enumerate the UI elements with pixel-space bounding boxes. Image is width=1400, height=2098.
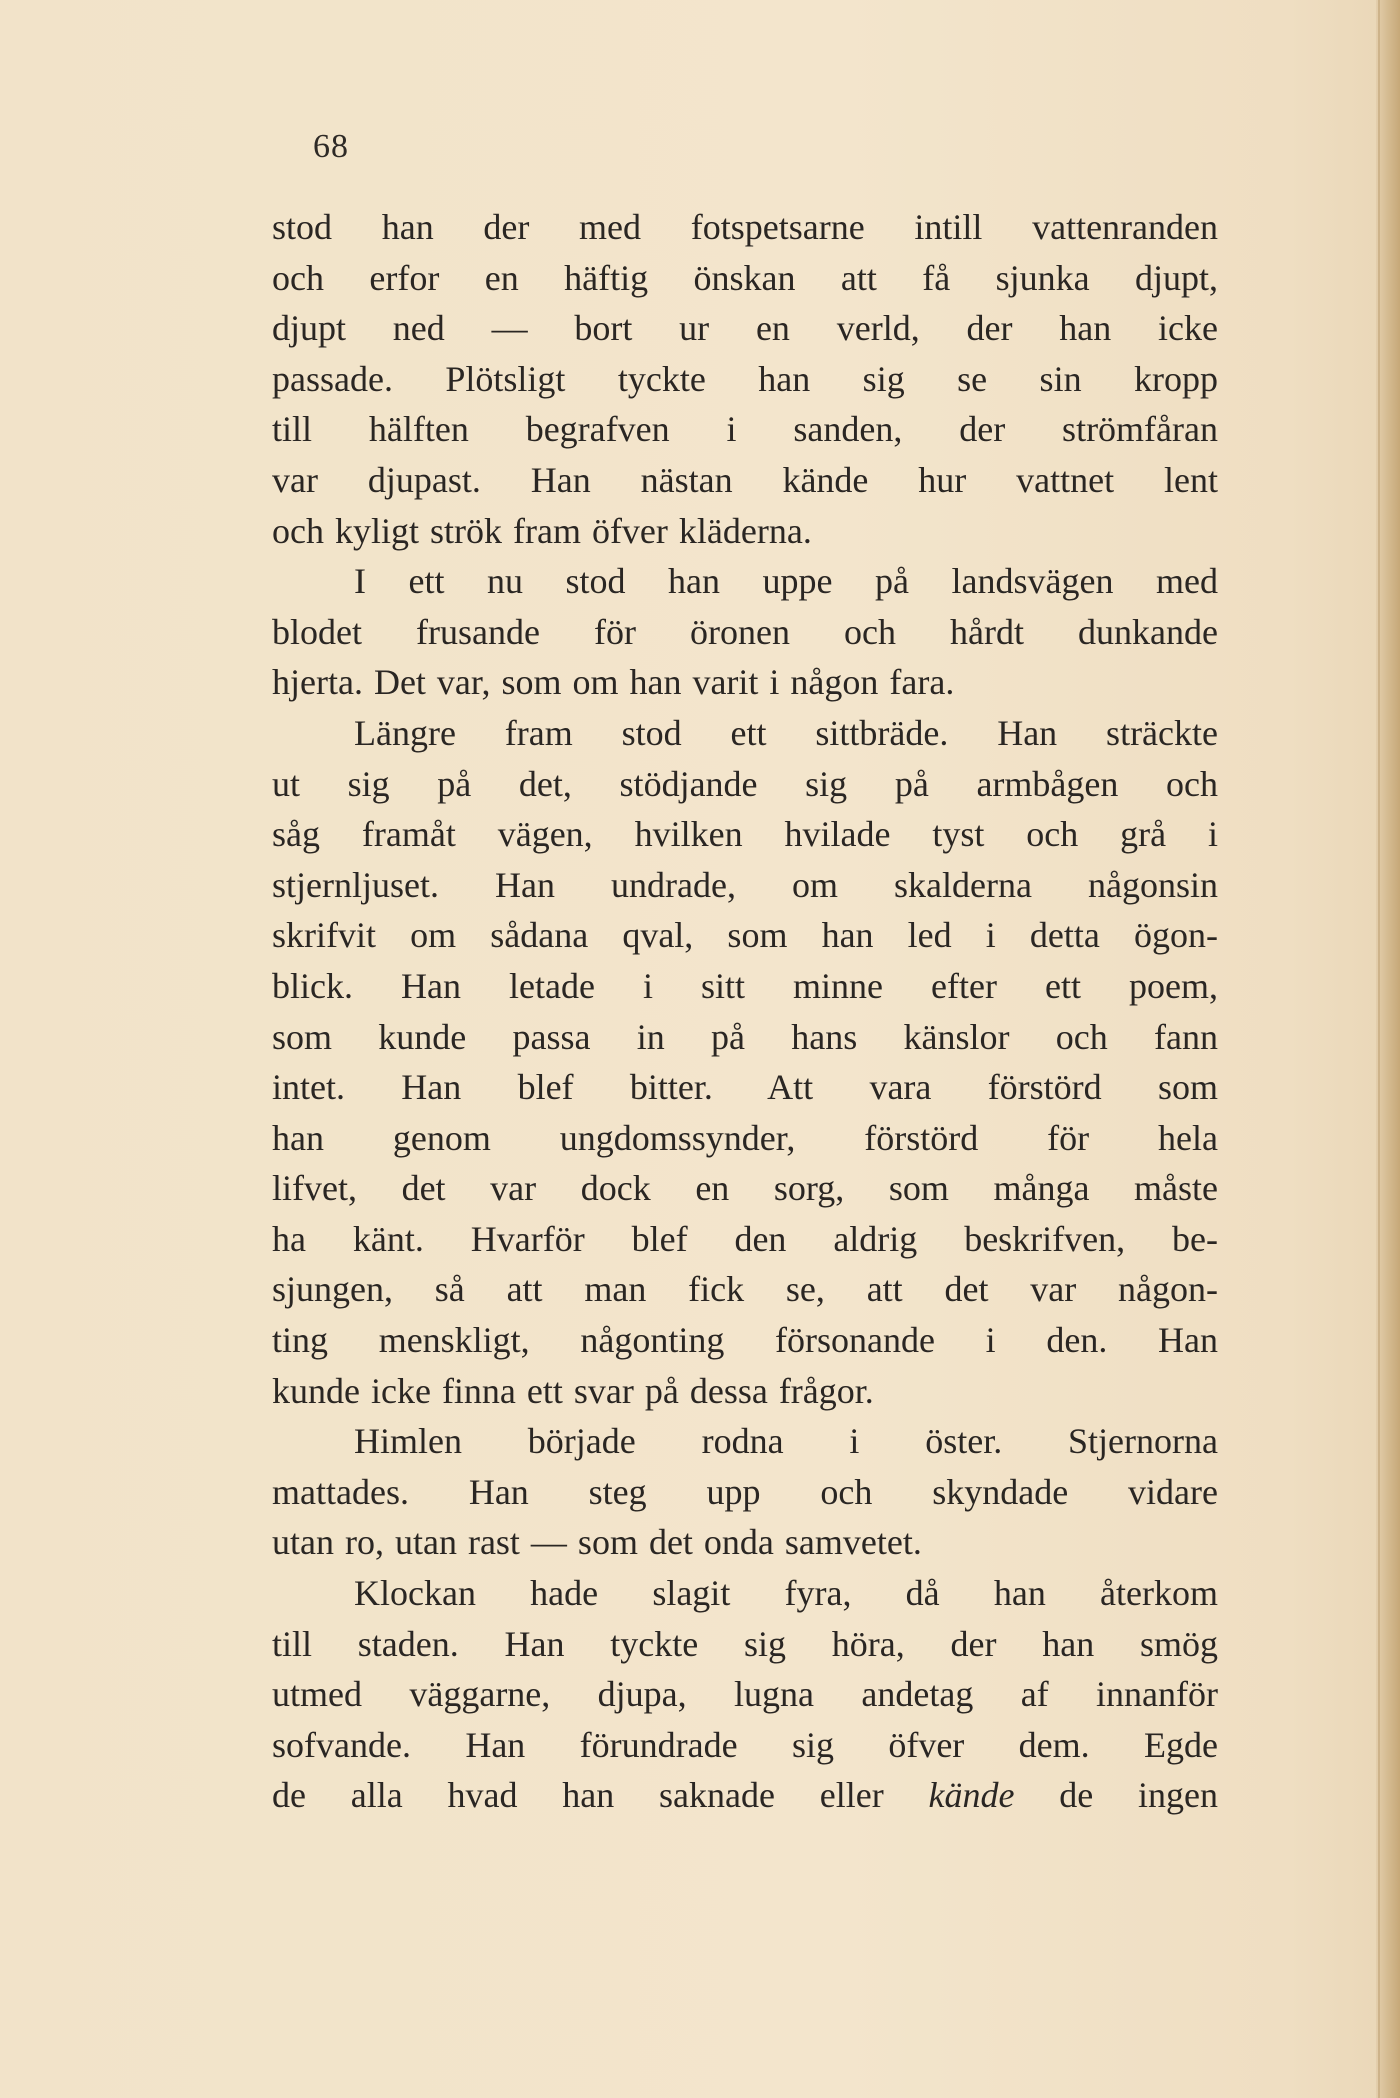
text-line: kunde icke finna ett svar på dessa frågor. xyxy=(272,1370,874,1411)
page-number: 68 xyxy=(313,128,349,165)
text-line: till hälften begrafven i sanden, der strömfåran xyxy=(272,409,1218,450)
text-line: sjungen, så att man fick se, att det var någon- xyxy=(272,1269,1218,1310)
text-line: stod han der med fotspetsarne intill vattenranden xyxy=(272,207,1218,247)
text-line: mattades. Han steg upp och skyndade vidare xyxy=(272,1471,1218,1512)
text-line: lifvet, det var dock en sorg, som många måste xyxy=(272,1168,1218,1209)
text-line: och erfor en häftig önskan att få sjunka djupt, xyxy=(272,257,1218,298)
text-line: blick. Han letade i sitt minne efter ett poem, xyxy=(272,965,1218,1006)
text-line: djupt ned — bort ur en verld, der han icke xyxy=(272,308,1218,349)
text-line: ut sig på det, stödjande sig på armbågen och xyxy=(272,763,1218,804)
text-line: Himlen började rodna i öster. Stjernorna xyxy=(354,1421,1218,1462)
text-line: sofvande. Han förundrade sig öfver dem. Egde xyxy=(272,1724,1218,1765)
text-line: stjernljuset. Han undrade, om skalderna någonsin xyxy=(272,864,1218,905)
text-line: ting menskligt, någonting försonande i den. Han xyxy=(272,1320,1218,1361)
text-line: Klockan hade slagit fyra, då han återkom xyxy=(354,1573,1218,1614)
text-line: blodet frusande för öronen och hårdt dunkande xyxy=(272,611,1218,652)
text-segment: de alla hvad han saknade eller xyxy=(272,1775,929,1816)
text-line: passade. Plötsligt tyckte han sig se sin kropp xyxy=(272,358,1218,399)
text-line: han genom ungdomssynder, förstörd för hela xyxy=(272,1117,1218,1158)
body-text xyxy=(272,202,1218,1821)
text-line-last xyxy=(272,1770,1218,1821)
text-line: I ett nu stod han uppe på landsvägen med xyxy=(354,561,1218,602)
text-line: utmed väggarne, djupa, lugna andetag af innanför xyxy=(272,1674,1218,1715)
emphasized-word: kände xyxy=(928,1775,1015,1816)
page-edge-line xyxy=(1378,0,1380,2098)
text-line: och kyligt strök fram öfver kläderna. xyxy=(272,510,812,551)
text-line: skrifvit om sådana qval, som han led i detta ögon- xyxy=(272,915,1218,956)
text-line: till staden. Han tyckte sig höra, der han smög xyxy=(272,1623,1218,1664)
text-line: var djupast. Han nästan kände hur vattnet lent xyxy=(272,459,1218,500)
text-line: som kunde passa in på hans känslor och fann xyxy=(272,1016,1218,1057)
text-line: såg framåt vägen, hvilken hvilade tyst och grå i xyxy=(272,814,1218,855)
text-segment: de ingen xyxy=(1014,1775,1218,1816)
text-line: ha känt. Hvarför blef den aldrig beskrifven, be- xyxy=(272,1218,1218,1259)
text-line: hjerta. Det var, som om han varit i någon fara. xyxy=(272,662,955,703)
text-line: intet. Han blef bitter. Att vara förstörd som xyxy=(272,1067,1218,1108)
text-line: utan ro, utan rast — som det onda samvetet. xyxy=(272,1522,922,1563)
text-line: Längre fram stod ett sittbräde. Han sträckte xyxy=(354,712,1218,753)
